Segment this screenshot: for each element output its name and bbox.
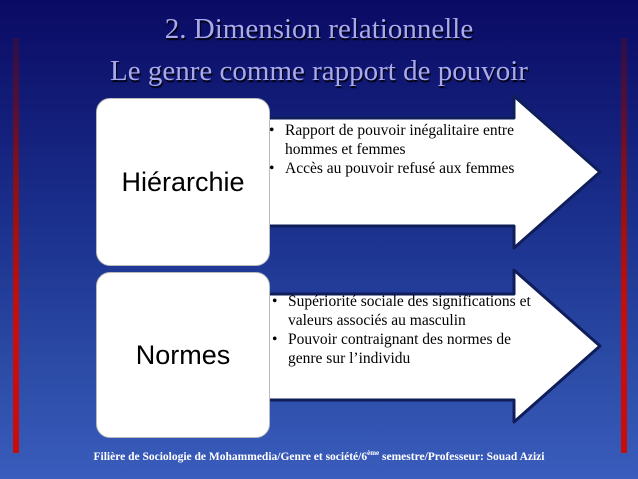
normes-label: Normes <box>135 339 231 370</box>
normes-bullet-1: • Supériorité sociale des significations et valeurs associés au masculin <box>272 292 534 330</box>
slide-subtitle: Le genre comme rapport de pouvoir <box>110 55 528 87</box>
hierarchie-bullet-list <box>269 121 529 178</box>
footer-credit <box>0 449 638 463</box>
hierarchie-box <box>96 98 270 266</box>
normes-bullet-2: • Pouvoir contraignant des normes de genre sur l’individu <box>272 330 534 368</box>
normes-bullet-list <box>272 292 534 368</box>
footer-text-end: semestre/Professeur: Souad Azizi <box>379 450 545 463</box>
hierarchie-bullet-1: • Rapport de pouvoir inégalitaire entre hommes et femmes <box>269 121 529 159</box>
hierarchie-bullet-2: • Accès au pouvoir refusé aux femmes <box>269 159 529 178</box>
hierarchie-label: Hiérarchie <box>121 166 245 197</box>
footer-text-start: Filière de Sociologie de Mohammedia/Genre et société/6 <box>93 450 368 463</box>
footer-superscript: ème <box>367 449 380 457</box>
slide-title: 2. Dimension relationnelle <box>164 13 474 45</box>
normes-box <box>96 272 270 438</box>
